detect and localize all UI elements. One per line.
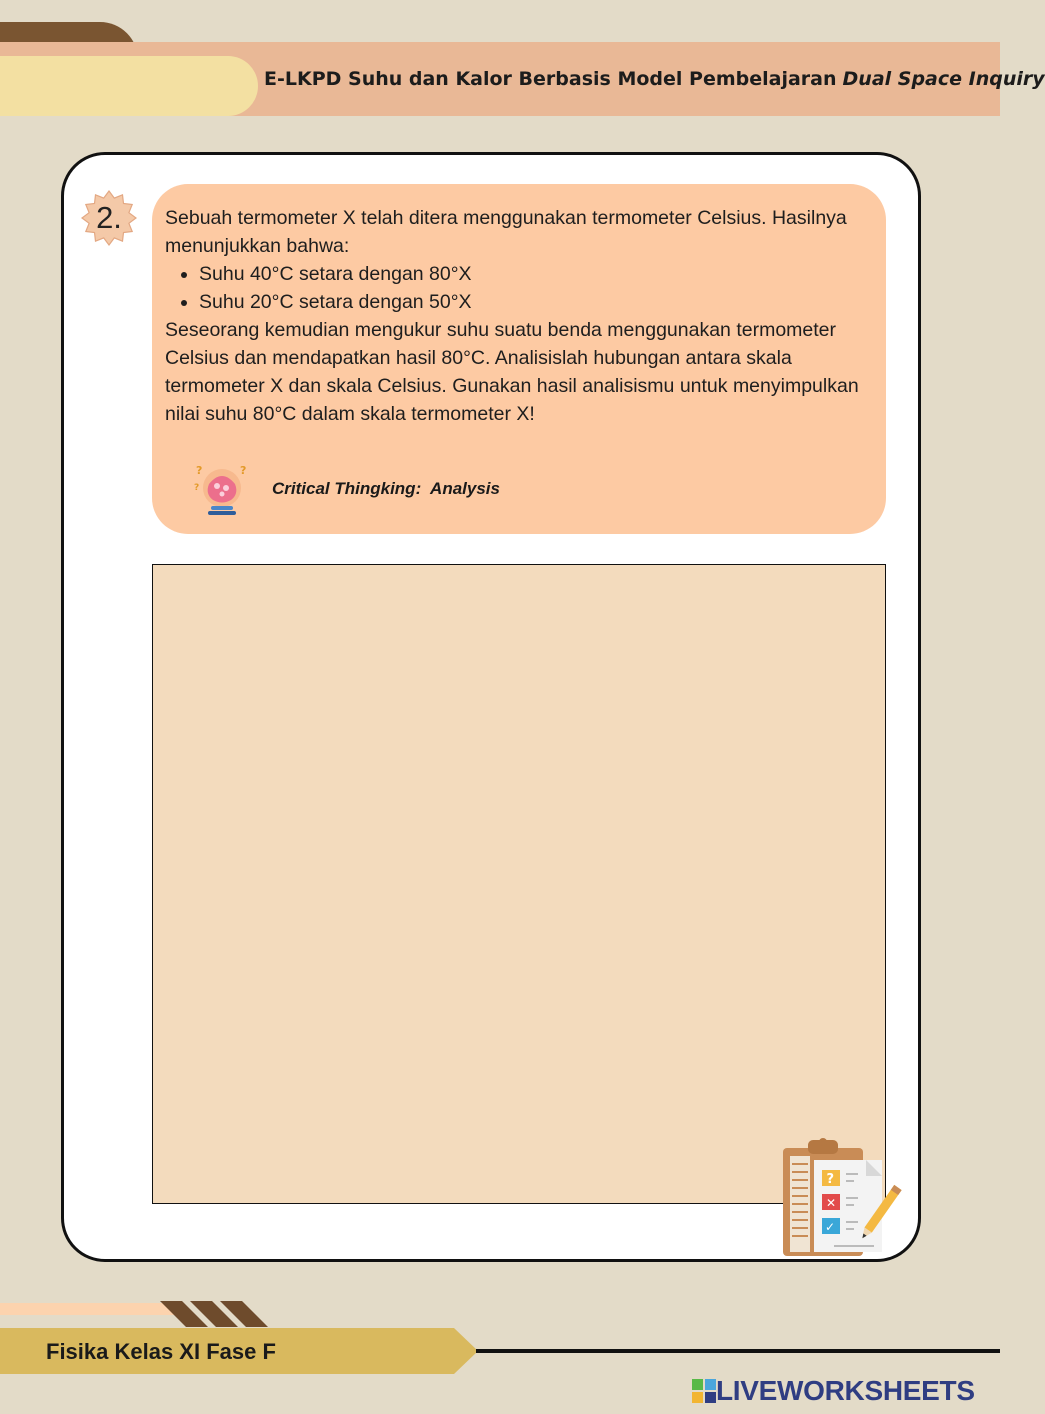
svg-text:?: ? (194, 483, 200, 493)
liveworksheets-logo-text: LIVEWORKSHEETS (716, 1375, 975, 1406)
skill-label: Critical Thingking (272, 479, 416, 498)
svg-text:✕: ✕ (826, 1196, 837, 1210)
question-body: Seseorang kemudian mengukur suhu suatu benda menggunakan termometer Celsius dan mendapatkan hasil 80°C. Analisislah hubungan antara skala termometer X dan skala Celsius. Gunakan hasil analisismu untuk menyimpulkan nilai suhu 80°C dalam skala termometer X! (165, 319, 859, 425)
page-title-main: E-LKPD Suhu dan Kalor Berbasis Model Pembelajaran (264, 68, 837, 90)
svg-text:?: ? (826, 1172, 835, 1187)
question-number: 2. (96, 200, 122, 235)
footer-accent-peach (0, 1303, 175, 1315)
clipboard-checklist-icon (778, 1134, 900, 1260)
question-bullet: • Suhu 20°C setara dengan 50°X (199, 288, 872, 316)
liveworksheets-logo[interactable] (692, 1376, 975, 1406)
question-intro: Sebuah termometer X telah ditera menggunakan termometer Celsius. Hasilnya menunjukkan bahwa: (165, 207, 847, 257)
footer-stripes-decoration (160, 1301, 270, 1331)
svg-text:?: ? (196, 464, 203, 477)
page-title (264, 62, 1045, 96)
svg-text:✓: ✓ (825, 1220, 836, 1234)
question-bullets (165, 260, 872, 316)
brain-thinking-icon (192, 460, 252, 518)
footer-subject-label: Fisika Kelas XI Fase F (46, 1339, 276, 1364)
question-bullet: • Suhu 40°C setara dengan 80°X (199, 260, 872, 288)
liveworksheets-logo-icon (692, 1379, 716, 1403)
header-accent-pale (0, 56, 258, 116)
skill-tag-text: Critical Thingking: Analysis (272, 479, 500, 498)
footer-rule (476, 1349, 1000, 1353)
skill-value: Analysis (430, 479, 500, 498)
svg-text:?: ? (240, 464, 247, 477)
answer-input-area[interactable] (152, 564, 886, 1204)
page-title-italic: Dual Space Inquiry (842, 68, 1045, 90)
skill-tag (192, 460, 592, 518)
